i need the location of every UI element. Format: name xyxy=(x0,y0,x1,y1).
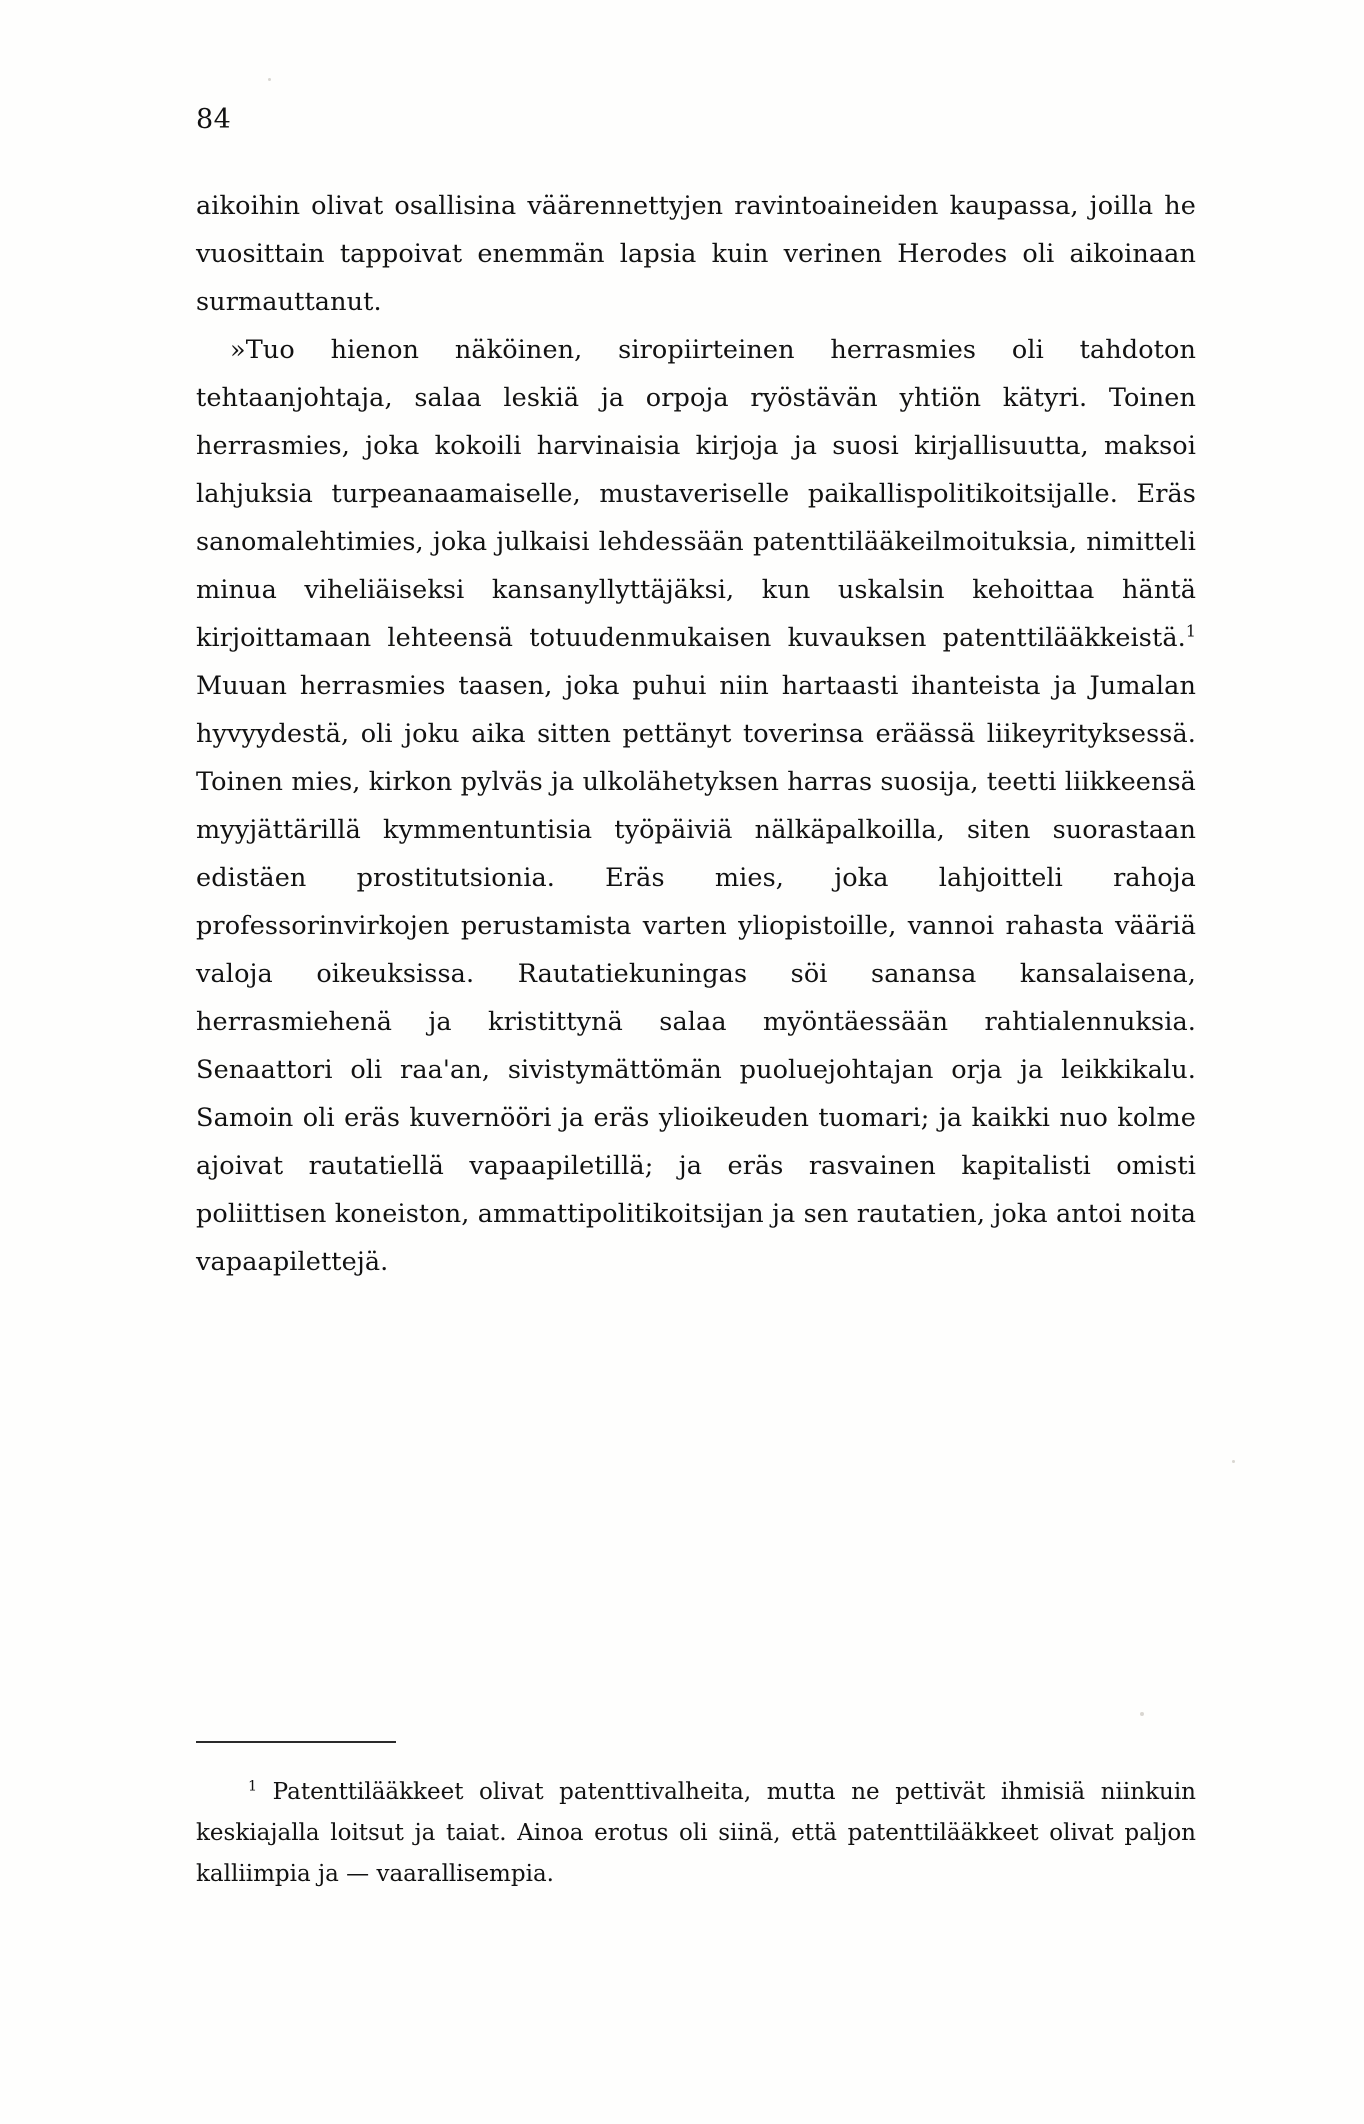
body-text-block xyxy=(196,182,1196,1286)
paragraph-2-continuation: Muuan herrasmies taasen, joka puhui niin hartaasti ihanteista ja Jumalan hyvyydestä, oli joku aika sitten pettänyt toverinsa eräässä liikeyrityksessä. Toinen mies, kirkon pylväs ja ulkolähetyksen harras suosija, teetti liikkeensä myyjättärillä kymmentuntisia työpäiviä nälkäpalkoilla, siten suorastaan edistäen prostitutsionia. Eräs mies, joka lahjoitteli rahoja professorinvirkojen perustamista varten yliopistoille, vannoi rahasta vääriä valoja oikeuksissa. Rautatiekuningas söi sanansa kansalaisena, herrasmiehenä ja kristittynä salaa myöntäessään rahtialennuksia. Senaattori oli raa'an, sivistymättömän puoluejohtajan orja ja leikkikalu. Samoin oli eräs kuvernööri ja eräs ylioikeuden tuomari; ja kaikki nuo kolme ajoivat rautatiellä vapaapiletillä; ja eräs rasvainen kapitalisti omisti poliittisen koneiston, ammattipolitikoitsijan ja sen rautatien, joka antoi noita vapaapilettejä. xyxy=(196,671,1196,1277)
paragraph-2-text: »Tuo hienon näköinen, siropiirteinen herrasmies oli tahdoton tehtaanjohtaja, salaa leskiä ja orpoja ryöstävän yhtiön kätyri. Toinen herrasmies, joka kokoili harvinaisia kirjoja ja suosi kirjallisuutta, maksoi lahjuksia turpeanaamaiselle, mustaveriselle paikallispolitikoitsijalle. Eräs sanomalehtimies, joka julkaisi lehdessään patenttilääkeilmoituksia, nimitteli minua viheliäiseksi kansanyllyttäjäksi, kun uskalsin kehoittaa häntä kirjoittamaan lehteensä totuudenmukaisen kuvauksen patenttilääkkeistä. xyxy=(196,335,1196,653)
footnote-marker: 1 xyxy=(248,1778,258,1795)
footnote-text: Patenttilääkkeet olivat patenttivalheita, mutta ne pettivät ihmisiä niinkuin keskiajalla loitsut ja taiat. Ainoa erotus oli siinä, että patenttilääkkeet olivat paljon kalliimpia ja — vaarallisempia. xyxy=(196,1779,1196,1887)
page-number: 84 xyxy=(196,104,232,135)
paragraph-1: aikoihin olivat osallisina väärennettyjen ravintoaineiden kaupassa, joilla he vuosittain tappoivat enemmän lapsia kuin verinen Herodes oli aikoinaan surmauttanut. xyxy=(196,191,1196,317)
footnote-block xyxy=(196,1772,1196,1895)
footnote-marker-inline: 1 xyxy=(1185,621,1196,641)
footnote-paragraph xyxy=(196,1772,1196,1895)
footnote-separator-rule xyxy=(196,1741,396,1743)
paragraph-2 xyxy=(196,326,1196,1286)
